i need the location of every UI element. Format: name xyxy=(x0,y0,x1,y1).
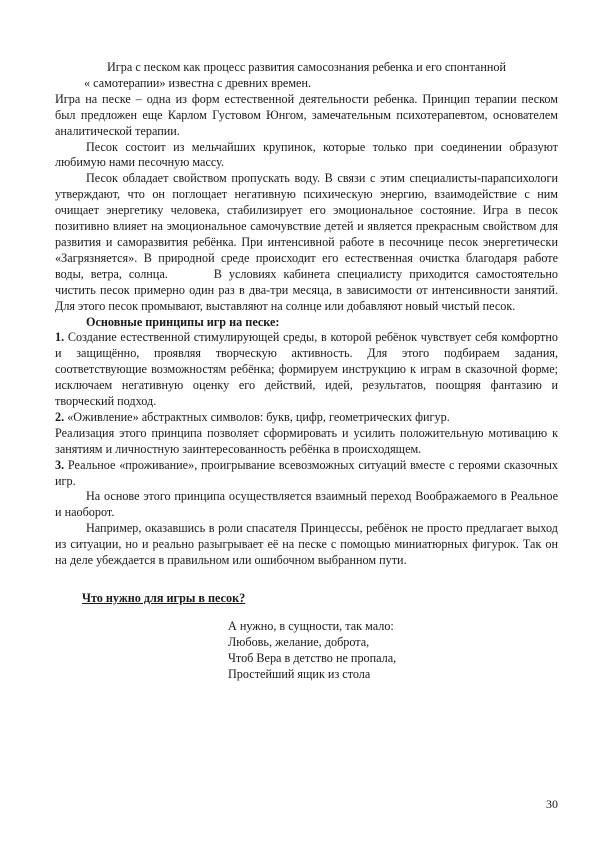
principle-text-2: «Оживление» абстрактных символов: букв, цифр, геометрических фигур. xyxy=(64,409,450,424)
principle-item-1 xyxy=(55,330,558,410)
principle-note-2: Реализация этого принципа позволяет сформировать и усилить положительную мотивацию к занятиям и личностную заинтересованность ребёнка в происходящем. xyxy=(55,425,558,456)
title-line-2: « самотерапии» известна с древних времен. xyxy=(84,75,312,90)
principle-number-1: 1. xyxy=(55,330,65,345)
page-number: 30 xyxy=(546,797,558,811)
poem-line: Чтоб Вера в детство не пропала, xyxy=(228,650,397,665)
poem-line: Любовь, желание, доброта, xyxy=(228,634,370,649)
principle-number-3: 3. xyxy=(55,457,65,472)
paragraph-sand-properties xyxy=(55,171,558,314)
principle-text-3: Реальное «проживание», проигрывание всевозможных ситуаций вместе с героями сказочных игр. xyxy=(55,457,558,488)
principle-text-1: Создание естественной стимулирующей среды, в которой ребёнок чувствует себя комфортно и защищённо, проявляя творческую активность. Для этого подбираем задания, соответствующие возможностям ребёнка; формируем инструкцию к играм в сказочной форме; исключаем негативную оценку его действий, идей, результатов, поощряя фантазию и творческий подход. xyxy=(55,330,558,409)
document-body xyxy=(55,60,558,683)
poem xyxy=(228,619,558,683)
paragraph-transition: На основе этого принципа осуществляется взаимный переход Воображаемого в Реальное и наоборот. xyxy=(55,489,558,520)
paragraph-example: Например, оказавшись в роли спасателя Принцессы, ребёнок не просто предлагает выход из ситуации, но и реально разыгрывает её на песке с помощью миниатюрных фигурок. Так он на деле убеждается в правильном или ошибочном выбранном пути. xyxy=(55,521,558,568)
principle-number-2: 2. xyxy=(55,409,65,424)
paragraph-sand-properties-part2: В условиях кабинета специалисту приходится самостоятельно чистить песок примерно один раз в два-три месяца, в зависимости от интенсивности занятий. Для этого песок промывают, выставляют на солнце или добавляют новый чистый песок. xyxy=(55,266,558,313)
principle-item-3 xyxy=(55,458,558,490)
poem-line: Простейший ящик из стола xyxy=(228,666,371,681)
principles-heading: Основные принципы игр на песке: xyxy=(86,314,280,329)
title-line-1: Игра с песком как процесс развития самосознания ребенка и его спонтанной xyxy=(107,60,506,74)
paragraph-intro: Игра на песке – одна из форм естественной деятельности ребенка. Принцип терапии песком был предложен еще Карлом Густовом Юнгом, замечательным психотерапевтом, основателем аналитической терапии. xyxy=(55,91,558,138)
paragraph-sand-composition: Песок состоит из мельчайших крупинок, которые только при соединении образуют любимую нами песочную массу. xyxy=(55,139,558,170)
question-heading: Что нужно для игры в песок? xyxy=(82,591,246,605)
paragraph-sand-properties-part1: Песок обладает свойством пропускать воду. В связи с этим специалисты-парапсихологи утверждают, что он поглощает негативную психическую энергию, взаимодействие с ним очищает энергетику человека, стабилизирует его эмоциональное состояние. Игра в песок позитивно влияет на эмоциональное самочувствие детей и является прекрасным свойством для развития и саморазвития ребёнка. При интенсивной работе в песочнице песок энергетически «Загрязняется». В природной среде происходит его естественная очистка благодаря работе воды, ветра, солнца. xyxy=(55,171,558,281)
principle-item-2 xyxy=(55,410,558,426)
poem-line: А нужно, в сущности, так мало: xyxy=(228,618,394,633)
